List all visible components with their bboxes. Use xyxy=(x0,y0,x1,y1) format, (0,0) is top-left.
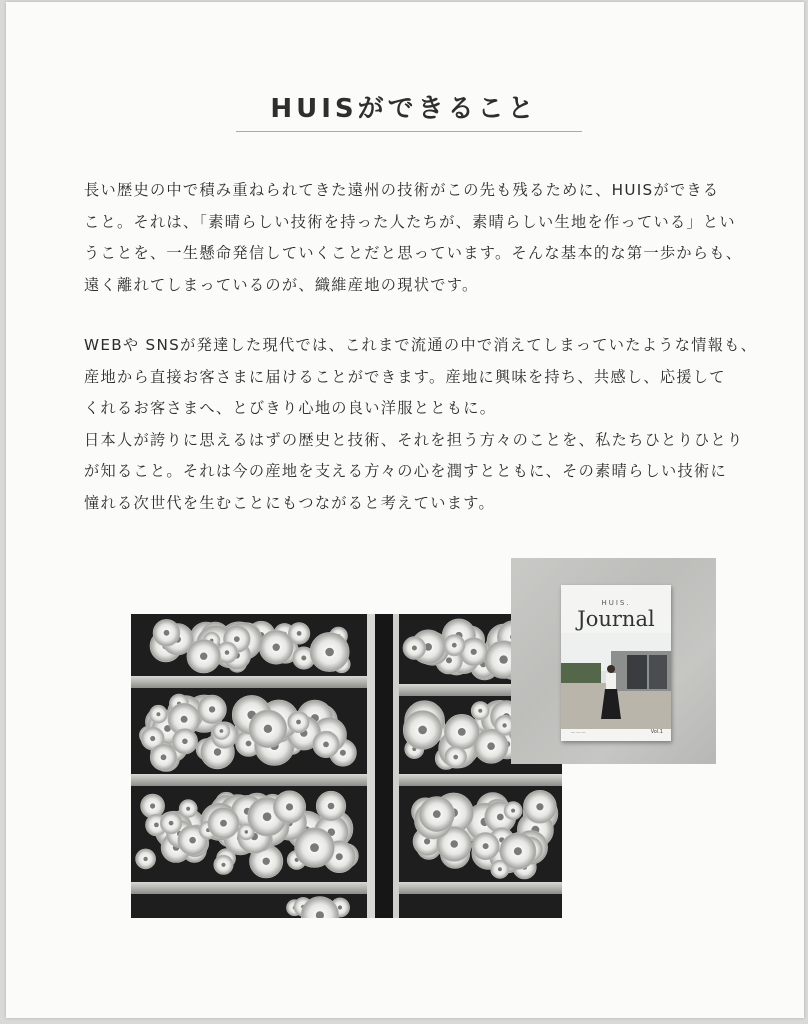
fabric-roll-core xyxy=(483,843,489,849)
fabric-roll-core xyxy=(209,706,215,712)
fabric-roll-core xyxy=(182,739,188,745)
fabric-roll-core xyxy=(186,807,190,811)
fabric-roll-core xyxy=(433,810,441,818)
fabric-shelves-image xyxy=(131,614,562,918)
fabric-roll-core xyxy=(514,847,522,855)
fabric-roll-core xyxy=(220,729,224,733)
journal-cover xyxy=(561,585,671,741)
fabric-roll-core xyxy=(200,653,207,660)
fabric-roll-core xyxy=(263,812,272,821)
fabric-shelves-photo xyxy=(131,614,562,918)
fabric-roll-core xyxy=(161,754,167,760)
fabric-roll-core xyxy=(458,728,466,736)
journal-title: Journal xyxy=(577,607,655,631)
fabric-roll-core xyxy=(325,648,334,657)
fabric-roll-core xyxy=(453,755,458,760)
fabric-roll-core xyxy=(189,837,196,844)
fabric-roll-core xyxy=(499,655,507,663)
journal-brand: HUIS. xyxy=(601,599,631,607)
fabric-roll-core xyxy=(150,736,155,741)
fabric-roll-core xyxy=(169,821,174,826)
fabric-roll-core xyxy=(424,838,430,844)
fabric-roll-core xyxy=(471,649,477,655)
fabric-roll-core xyxy=(164,630,170,636)
fabric-roll-core xyxy=(418,726,427,735)
fabric-roll-core xyxy=(150,803,155,808)
text-line: 憧れる次世代を生むことにもつながると考えています。 xyxy=(84,493,495,512)
paragraph-intro xyxy=(84,175,744,301)
fabric-roll-core xyxy=(264,725,272,733)
fabric-roll-core xyxy=(536,803,543,810)
fabric-roll-core xyxy=(156,712,160,716)
fabric-roll-core xyxy=(296,720,301,725)
fabric-roll-core xyxy=(297,631,302,636)
journal-cover-image xyxy=(561,633,671,729)
text-line: 遠く離れてしまっているのが、織維産地の現状です。 xyxy=(84,275,479,294)
fabric-roll-core xyxy=(214,748,221,755)
fabric-roll-core xyxy=(220,820,227,827)
fabric-roll-core xyxy=(143,857,147,861)
fabric-roll-core xyxy=(323,742,329,748)
fabric-roll-core xyxy=(340,750,346,756)
fabric-roll-core xyxy=(221,863,225,867)
fabric-roll-core xyxy=(263,858,270,865)
fabric-roll-core xyxy=(246,741,252,747)
text-line: 長い歴史の中で積み重ねられてきた遠州の技術がこの先も残るために、HUISができる xyxy=(84,181,720,199)
page-title: HUISができること xyxy=(270,94,538,124)
fabric-roll-core xyxy=(181,716,188,723)
fabric-roll-core xyxy=(478,709,482,713)
fabric-roll-core xyxy=(245,830,249,834)
fabric-roll-core xyxy=(452,643,457,648)
fabric-roll-core xyxy=(154,823,159,828)
fabric-roll-core xyxy=(412,646,417,651)
text-line: が知ること。それは今の産地を支える方々の心を潤すとともに、その素晴らしい技術に xyxy=(84,462,728,480)
journal-volume: Vol.1 xyxy=(650,729,663,735)
fabric-roll-core xyxy=(338,905,342,909)
journal-footer-mark: ― ― ― xyxy=(571,730,586,735)
text-line: うことを、一生懸命発信していくことだと思っています。そんな基本的な第一歩からも、 xyxy=(84,244,743,262)
fabric-roll-core xyxy=(446,657,452,663)
fabric-roll-core xyxy=(502,723,506,727)
text-line: WEBや SNSが発達した現代では、これまで流通の中で消えてしまっていたような情報も、 xyxy=(84,336,758,354)
title-underline xyxy=(236,131,582,132)
fabric-roll-core xyxy=(225,650,230,655)
fabric-roll-core xyxy=(328,803,335,810)
text-line: 産地から直接お客さまに届けることができます。産地に興味を持ち、共感し、応援して xyxy=(84,367,726,386)
fabric-roll-core xyxy=(310,843,319,852)
fabric-roll-core xyxy=(301,656,306,661)
fabric-roll-core xyxy=(286,803,293,810)
text-line: 日本人が誇りに思えるはずの歴史と技術、それを担う方々のことを、私たちひとりひとり xyxy=(84,430,744,449)
journal-photo xyxy=(511,558,716,764)
fabric-roll-core xyxy=(498,867,502,871)
text-line: くれるお客さまへ、とびきり心地の良い洋服とともに。 xyxy=(84,399,497,417)
fabric-roll-core xyxy=(497,814,504,821)
paragraph-web xyxy=(84,330,758,519)
fabric-roll-core xyxy=(511,809,515,813)
fabric-roll-core xyxy=(336,853,343,860)
fabric-roll-core xyxy=(487,742,495,750)
fabric-roll-core xyxy=(450,840,458,848)
fabric-roll-core xyxy=(273,644,280,651)
text-line: こと。それは、「素晴らしい技術を持った人たちが、素晴らしい生地を作っている」とい xyxy=(84,212,736,231)
fabric-roll-core xyxy=(234,636,240,642)
